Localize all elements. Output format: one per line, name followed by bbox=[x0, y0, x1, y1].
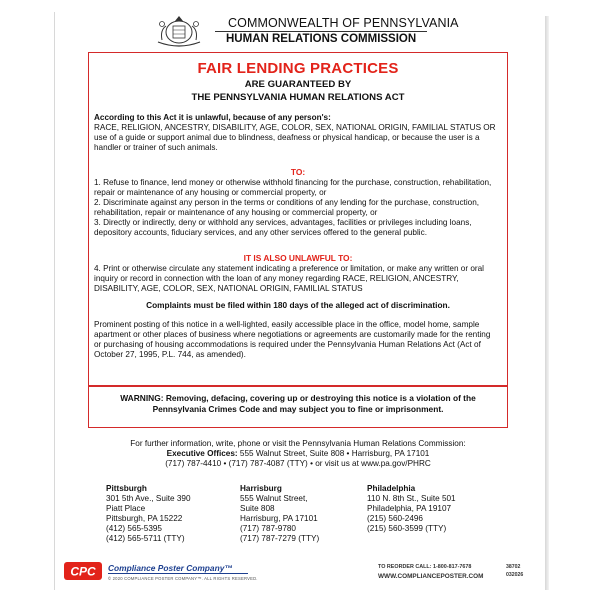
office-name: Philadelphia bbox=[367, 484, 416, 493]
header-commission: HUMAN RELATIONS COMMISSION bbox=[226, 33, 417, 45]
office-line: Piatt Place bbox=[106, 504, 146, 513]
poster-code: 38702 bbox=[506, 564, 521, 570]
logo-text: CPC bbox=[70, 564, 96, 579]
office-line: (215) 560-3599 (TTY) bbox=[367, 524, 447, 533]
warning-line-2: Pennsylvania Crimes Code and may subject you to fine or imprisonment. bbox=[152, 404, 444, 414]
unlawful-list bbox=[94, 178, 498, 238]
office-name: Harrisburg bbox=[240, 484, 282, 493]
notice-title: FAIR LENDING PRACTICES bbox=[197, 60, 399, 77]
list-item: 2. Discriminate against any person in the terms or conditions of any lending for the purchase, construction, rehabilitation, repair or maintenance of any housing or commercial property, or bbox=[94, 198, 480, 217]
also-unlawful-heading: IT IS ALSO UNLAWFUL TO: bbox=[243, 253, 353, 263]
state-seal-icon bbox=[150, 12, 208, 48]
office-line: Suite 808 bbox=[240, 504, 275, 513]
exec-label: Executive Offices: bbox=[166, 449, 238, 458]
copyright: © 2020 COMPLIANCE POSTER COMPANY™. ALL RIGHTS RESERVED. bbox=[108, 576, 258, 581]
company-underline bbox=[108, 573, 248, 574]
header-divider bbox=[215, 31, 427, 32]
notice-subtitle-1: ARE GUARANTEED BY bbox=[244, 79, 352, 90]
office-line: (215) 560-2496 bbox=[367, 514, 423, 523]
office-line: 555 Walnut Street, bbox=[240, 494, 308, 503]
reorder-phone: TO REORDER CALL: 1-800-817-7678 bbox=[378, 564, 472, 570]
intro-lead: According to this Act it is unlawful, because of any person's: bbox=[94, 113, 331, 122]
exec-address: 555 Walnut Street, Suite 808 • Harrisburg, PA 17101 bbox=[237, 449, 430, 458]
complaints-deadline: Complaints must be filed within 180 days of the alleged act of discrimination. bbox=[146, 300, 450, 310]
office-line: (412) 565-5395 bbox=[106, 524, 162, 533]
notice-subtitle-2: THE PENNSYLVANIA HUMAN RELATIONS ACT bbox=[191, 92, 405, 103]
warning-notice bbox=[88, 393, 508, 415]
header-commonwealth: COMMONWEALTH OF PENNSYLVANIA bbox=[228, 16, 459, 30]
list-item: 1. Refuse to finance, lend money or otherwise withhold financing for the purchase, construction, rehabilitation, repair or maintenance of any housing or commercial property, or bbox=[94, 178, 492, 197]
intro-paragraph bbox=[94, 113, 498, 153]
list-item: 3. Directly or indirectly, deny or withhold any services, advantages, facilities or privileges including loans, depository accounts, fiduciary services, and any other services offered to the general public. bbox=[94, 218, 472, 237]
office-line: 301 5th Ave., Suite 390 bbox=[106, 494, 191, 503]
to-heading: TO: bbox=[290, 167, 306, 177]
contact-intro: For further information, write, phone or visit the Pennsylvania Human Relations Commission: bbox=[130, 439, 466, 448]
office-line: Pittsburgh, PA 15222 bbox=[106, 514, 183, 523]
office-name: Pittsburgh bbox=[106, 484, 147, 493]
posting-requirement: Prominent posting of this notice in a well-lighted, easily accessible place in the office, model home, sample apartment or other places of business where negotiations or agreements are customarily made for the renting or purchasing of housing accommodations is required under the Pennsylvania Human Relations Act (Act of October 27, 1995, P.L. 744, as amended). bbox=[94, 320, 491, 359]
cpc-logo-icon bbox=[64, 562, 102, 580]
contact-phones-web: (717) 787-4410 • (717) 787-4087 (TTY) • or visit us at www.pa.gov/PHRC bbox=[165, 459, 431, 468]
contact-info bbox=[88, 439, 508, 469]
notice-frame bbox=[88, 52, 508, 428]
company-website: WWW.COMPLIANCEPOSTER.COM bbox=[378, 573, 484, 580]
office-line: (717) 787-7279 (TTY) bbox=[240, 534, 320, 543]
office-line: Harrisburg, PA 17101 bbox=[240, 514, 318, 523]
executive-offices bbox=[88, 449, 508, 459]
office-line: (717) 787-9780 bbox=[240, 524, 296, 533]
company-name: Compliance Poster Company™ bbox=[108, 563, 233, 573]
office-harrisburg bbox=[240, 484, 319, 544]
office-philadelphia bbox=[367, 484, 456, 534]
office-pittsburgh bbox=[106, 484, 191, 544]
office-line: Philadelphia, PA 19107 bbox=[367, 504, 452, 513]
office-line: 110 N. 8th St., Suite 501 bbox=[367, 494, 456, 503]
office-line: (412) 565-5711 (TTY) bbox=[106, 534, 185, 543]
revision-code: 032026 bbox=[506, 572, 524, 578]
list-item: 4. Print or otherwise circulate any statement indicating a preference or limitation, or make any written or oral inquiry or record in connection with the loan of any money regarding RACE, RELIGION, ANCESTRY, DISABILITY, AGE, COLOR, SEX, NATIONAL ORIGIN, FAMILIAL STATUS bbox=[94, 264, 484, 293]
warning-line-1: WARNING: Removing, defacing, covering up or destroying this notice is a violation of the bbox=[120, 393, 476, 403]
intro-body: RACE, RELIGION, ANCESTRY, DISABILITY, AGE, COLOR, SEX, NATIONAL ORIGIN, FAMILIAL STATUS OR use of a guide or support animal due to blindness, deafness or physical handicap, or because the user is a handler or trainer of such animals. bbox=[94, 123, 496, 152]
warning-divider bbox=[88, 385, 508, 387]
